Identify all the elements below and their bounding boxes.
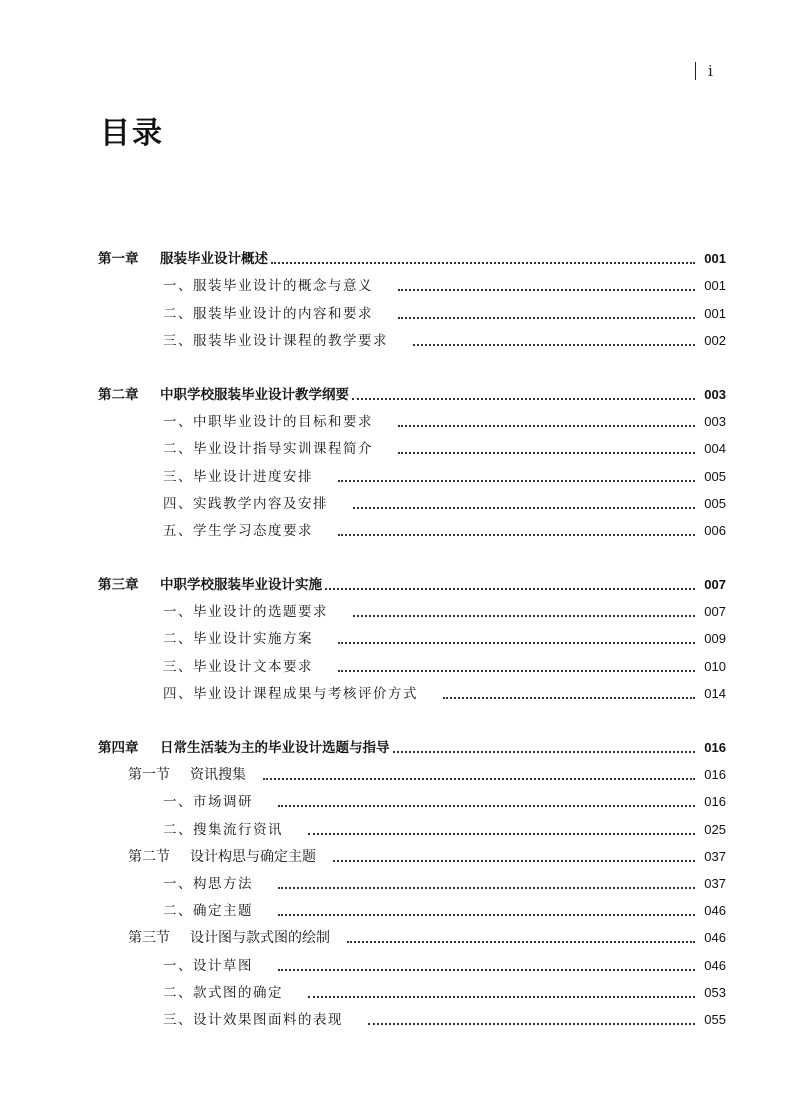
toc-leader-dots [338, 669, 695, 672]
toc-item-label: 一、毕业设计的选题要求 [163, 604, 328, 621]
toc-item-entry[interactable] [0, 676, 726, 703]
toc-item-label: 二、搜集流行资讯 [163, 821, 283, 838]
toc-leader-dots [271, 261, 695, 264]
toc-chapter-title: 中职学校服装毕业设计实施 [160, 577, 322, 594]
toc-chapter-number: 第三章 [98, 577, 139, 594]
toc-page-number: 010 [704, 658, 726, 674]
toc-leader-dots [353, 506, 695, 509]
toc-section-number: 第三节 [128, 930, 170, 947]
toc-section-title: 设计图与款式图的绘制 [190, 930, 330, 947]
toc-leader-dots [278, 804, 695, 807]
toc-item-entry[interactable] [0, 486, 726, 513]
toc-item-label: 一、中职毕业设计的目标和要求 [163, 414, 373, 431]
toc-page-number: 016 [704, 767, 726, 783]
toc-leader-dots [338, 641, 695, 644]
toc-item-entry[interactable] [0, 295, 726, 322]
toc-leader-dots [393, 750, 696, 753]
toc-page-number: 009 [704, 631, 726, 647]
table-of-contents [0, 241, 800, 1056]
toc-chapter-number: 第一章 [98, 251, 139, 268]
toc-chapter-entry[interactable] [0, 241, 726, 268]
toc-item-entry[interactable] [0, 893, 726, 920]
toc-chapter-label [98, 386, 349, 404]
toc-page-number: 003 [704, 386, 726, 402]
toc-section-label [128, 848, 316, 866]
toc-leader-dots [278, 886, 695, 889]
toc-item-label: 二、毕业设计实施方案 [163, 631, 313, 648]
toc-item-label: 四、实践教学内容及安排 [163, 495, 328, 512]
toc-chapter-label [98, 739, 390, 757]
toc-item-label: 二、毕业设计指导实训课程简介 [163, 441, 373, 458]
toc-page-number: 004 [704, 441, 726, 457]
toc-chapter-number: 第四章 [98, 740, 139, 756]
toc-leader-dots [338, 533, 695, 536]
toc-page-number: 037 [704, 875, 726, 891]
toc-leader-dots [413, 343, 695, 346]
toc-section-label [128, 929, 330, 947]
toc-section-number: 第一节 [128, 767, 170, 784]
toc-chapter-title: 服装毕业设计概述 [160, 251, 268, 268]
toc-section-entry[interactable] [0, 920, 726, 947]
toc-leader-dots [398, 424, 695, 427]
toc-chapter-number: 第二章 [98, 386, 139, 403]
toc-leader-dots [352, 397, 695, 400]
toc-page-number: 005 [704, 495, 726, 511]
toc-item-entry[interactable] [0, 648, 726, 675]
toc-leader-dots [353, 614, 695, 617]
toc-item-label: 一、服装毕业设计的概念与意义 [163, 278, 373, 295]
toc-chapter-block [0, 567, 800, 703]
toc-leader-dots [263, 777, 695, 780]
toc-leader-dots [308, 832, 695, 835]
toc-item-entry[interactable] [0, 947, 726, 974]
toc-leader-dots [398, 316, 695, 319]
toc-item-entry[interactable] [0, 431, 726, 458]
toc-page-number: 053 [704, 984, 726, 1000]
toc-chapter-title: 中职学校服装毕业设计教学纲要 [160, 386, 349, 403]
toc-item-entry[interactable] [0, 404, 726, 431]
toc-item-entry[interactable] [0, 866, 726, 893]
toc-item-label: 三、服装毕业设计课程的教学要求 [163, 332, 388, 349]
page-title: 目录 [100, 116, 164, 151]
toc-leader-dots [333, 859, 695, 862]
toc-item-label: 一、市场调研 [163, 794, 253, 811]
toc-page-number: 002 [704, 332, 726, 348]
toc-leader-dots [308, 995, 695, 998]
toc-item-label: 三、毕业设计文本要求 [163, 658, 313, 675]
toc-page-number: 007 [704, 604, 726, 620]
toc-chapter-block [0, 730, 800, 1029]
toc-page-number: 001 [704, 251, 726, 267]
toc-item-label: 五、学生学习态度要求 [163, 522, 313, 539]
toc-chapter-entry[interactable] [0, 730, 726, 757]
toc-item-entry[interactable] [0, 621, 726, 648]
toc-leader-dots [338, 479, 695, 482]
toc-item-entry[interactable] [0, 594, 726, 621]
toc-page-number: 046 [704, 930, 726, 946]
toc-item-entry[interactable] [0, 323, 726, 350]
toc-chapter-label [98, 250, 268, 268]
toc-page-number: 055 [704, 1011, 726, 1027]
toc-item-label: 三、设计效果图面料的表现 [163, 1011, 343, 1028]
toc-item-entry[interactable] [0, 975, 726, 1002]
toc-item-label: 二、服装毕业设计的内容和要求 [163, 305, 373, 322]
toc-item-label: 二、确定主题 [163, 903, 253, 920]
toc-chapter-entry[interactable] [0, 567, 726, 594]
toc-leader-dots [398, 288, 695, 291]
toc-page-number: 037 [704, 848, 726, 864]
toc-page-number: 014 [704, 685, 726, 701]
toc-item-label: 二、款式图的确定 [163, 984, 283, 1001]
toc-page-number: 006 [704, 522, 726, 538]
toc-item-label: 一、设计草图 [163, 957, 253, 974]
page-number [695, 62, 713, 80]
toc-chapter-entry[interactable] [0, 377, 726, 404]
toc-page-number: 046 [704, 903, 726, 919]
toc-leader-dots [398, 451, 695, 454]
toc-section-entry[interactable] [0, 757, 726, 784]
toc-chapter-block [0, 241, 800, 350]
toc-item-entry[interactable] [0, 1002, 726, 1029]
toc-chapter-label [98, 576, 322, 594]
toc-section-label [128, 766, 246, 784]
toc-item-label: 三、毕业设计进度安排 [163, 468, 313, 485]
toc-leader-dots [325, 587, 695, 590]
toc-page-number: 016 [704, 794, 726, 810]
toc-section-entry[interactable] [0, 839, 726, 866]
toc-item-label: 一、构思方法 [163, 875, 253, 892]
toc-page-number: 025 [704, 821, 726, 837]
toc-page-number: 001 [704, 278, 726, 294]
toc-leader-dots [347, 940, 695, 943]
toc-page-number: 007 [704, 577, 726, 593]
toc-leader-dots [443, 696, 695, 699]
toc-leader-dots [368, 1022, 695, 1025]
toc-item-entry[interactable] [0, 458, 726, 485]
toc-item-entry[interactable] [0, 784, 726, 811]
toc-page-number: 046 [704, 957, 726, 973]
toc-item-label: 四、毕业设计课程成果与考核评价方式 [163, 685, 418, 702]
toc-leader-dots [278, 913, 695, 916]
toc-chapter-title: 日常生活装为主的毕业设计选题与指导 [160, 740, 390, 756]
toc-item-entry[interactable] [0, 811, 726, 838]
toc-section-title: 设计构思与确定主题 [190, 848, 316, 865]
toc-section-title: 资讯搜集 [190, 767, 246, 784]
toc-leader-dots [278, 968, 695, 971]
toc-chapter-block [0, 377, 800, 540]
toc-item-entry[interactable] [0, 268, 726, 295]
page-number-text: i [708, 62, 713, 80]
toc-page-number: 001 [704, 305, 726, 321]
page-number-divider [695, 62, 696, 80]
toc-item-entry[interactable] [0, 513, 726, 540]
toc-page-number: 003 [704, 414, 726, 430]
toc-page-number: 016 [704, 740, 726, 755]
toc-section-number: 第二节 [128, 848, 170, 865]
toc-page-number: 005 [704, 468, 726, 484]
